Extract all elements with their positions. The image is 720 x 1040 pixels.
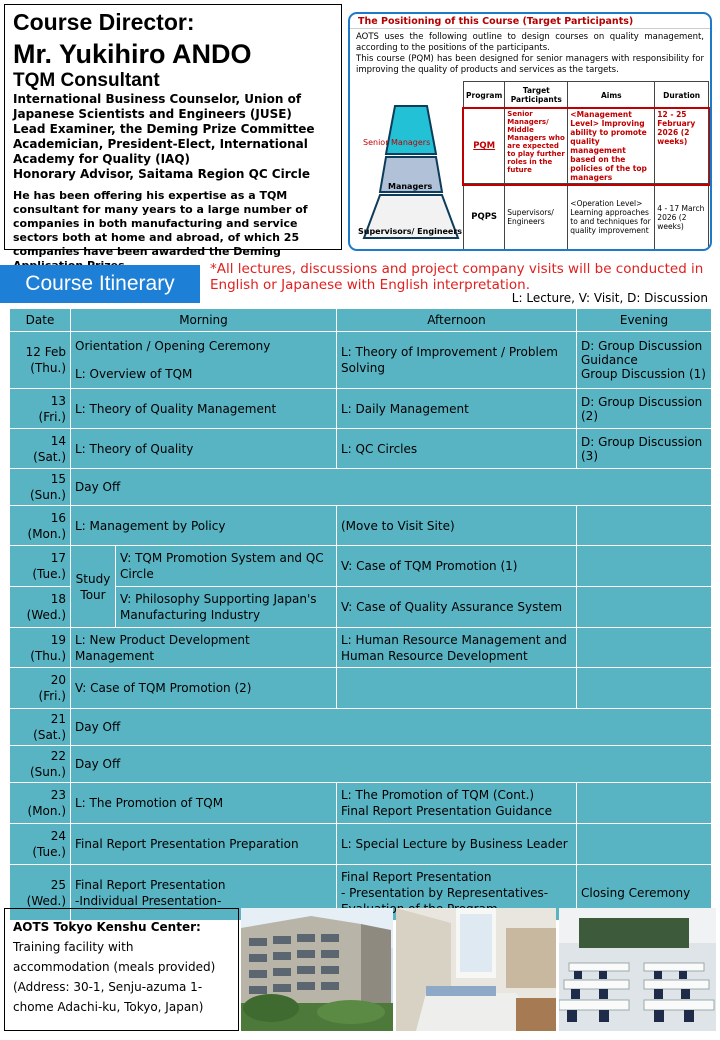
pqm-duration: 12 - 25 February 2026 (2 weeks) [655, 109, 709, 184]
pqm-program[interactable]: PQM [464, 109, 505, 184]
day-afternoon: Final Report Presentation - Presentation by Representatives- [337, 865, 577, 921]
center-title: AOTS Tokyo Kenshu Center: [13, 920, 201, 934]
credential-4: Honorary Advisor, Saitama Region QC Circle [13, 167, 310, 181]
pqps-aims: <Operation Level> Learning approaches to and techniques for quality improvement [568, 184, 655, 251]
pqm-row [464, 109, 709, 184]
col-date: Date [10, 309, 71, 332]
pyramid-managers: Managers [388, 182, 433, 191]
day-morning: L: Theory of Quality [71, 429, 337, 469]
header-aims: Aims [568, 82, 655, 109]
col-afternoon: Afternoon [337, 309, 577, 332]
table-row [10, 332, 712, 389]
day-morning: V: Philosophy Supporting Japan's Manufacturing Industry [116, 587, 337, 628]
col-evening: Evening [577, 309, 712, 332]
course-director-box [4, 4, 342, 258]
header-duration: Duration [655, 82, 709, 109]
table-row [10, 429, 712, 469]
day-date: 19 (Thu.) [10, 628, 71, 668]
itinerary-table [9, 308, 712, 921]
itinerary-note: *All lectures, discussions and project company visits will be conducted in English or Japanese with English interpretation. [210, 261, 704, 293]
center-address: (Address: 30-1, Senju-azuma 1-chome Adachi-ku, Tokyo, Japan) [13, 980, 204, 1014]
day-afternoon: L: QC Circles [337, 429, 577, 469]
pqps-program: PQPS [464, 184, 505, 251]
day-afternoon: V: Case of TQM Promotion (1) [337, 546, 577, 587]
training-center-box [4, 908, 239, 1031]
day-evening [577, 546, 712, 587]
center-facility: Training facility with accommodation (meals provided) [13, 940, 216, 974]
day-afternoon [337, 668, 577, 709]
building-photo [241, 908, 393, 1031]
day-evening [577, 506, 712, 546]
header-program: Program [464, 82, 505, 109]
positioning-title: The Positioning of this Course (Target Participants) [350, 14, 710, 29]
pqps-target: Supervisors/ Engineers [505, 184, 568, 251]
day-date: 20 (Fri.) [10, 668, 71, 709]
positioning-table [463, 81, 709, 251]
day-morning: L: Theory of Quality Management [71, 389, 337, 429]
table-row [10, 587, 712, 628]
day-afternoon: L: The Promotion of TQM (Cont.) Final Report Presentation Guidance [337, 783, 577, 824]
pqm-target: Senior Managers/ Middle Managers who are expected to play further roles in the future [505, 109, 568, 184]
credential-2: Lead Examiner, the Deming Prize Committee [13, 122, 315, 136]
pyramid-supervisors: Supervisors/ Engineers [358, 227, 463, 236]
day-morning: V: Case of TQM Promotion (2) [71, 668, 337, 709]
day-date: 17 (Tue.) [10, 546, 71, 587]
day-afternoon: L: Theory of Improvement / Problem Solving [337, 332, 577, 389]
header-target: Target Participants [505, 82, 568, 109]
day-evening [577, 783, 712, 824]
day-evening: D: Group Discussion (2) [577, 389, 712, 429]
day-date: 22 (Sun.) [10, 746, 71, 783]
day-afternoon: V: Case of Quality Assurance System [337, 587, 577, 628]
pqps-row [464, 184, 709, 251]
day-evening: D: Group Discussion Guidance Group Discussion (1) [577, 332, 712, 389]
day-date: 15 (Sun.) [10, 469, 71, 506]
day-evening [577, 628, 712, 668]
itinerary-title: Course Itinerary [0, 265, 200, 303]
pyramid-graphic [356, 102, 466, 242]
day-morning: Orientation / Opening Ceremony L: Overview of TQM [71, 332, 337, 389]
study-tour-label: Study Tour [71, 546, 116, 628]
day-evening: D: Group Discussion (3) [577, 429, 712, 469]
day-evening: Closing Ceremony [577, 865, 712, 921]
day-off: Day Off [71, 746, 712, 783]
pqps-duration: 4 - 17 March 2026 (2 weeks) [655, 184, 709, 251]
day-morning: L: New Product Development Management [71, 628, 337, 668]
day-off: Day Off [71, 709, 712, 746]
day-morning: L: Management by Policy [71, 506, 337, 546]
itinerary-legend: L: Lecture, V: Visit, D: Discussion [511, 291, 708, 305]
day-afternoon: (Move to Visit Site) [337, 506, 577, 546]
day-afternoon: L: Daily Management [337, 389, 577, 429]
day-date: 24 (Tue.) [10, 824, 71, 865]
director-name: Mr. Yukihiro ANDO [13, 39, 252, 69]
day-date: 14 (Sat.) [10, 429, 71, 469]
course-positioning-box [348, 12, 712, 251]
table-row [10, 746, 712, 783]
positioning-intro-2: This course (PQM) has been designed for senior managers with responsibility for improving the quality of products and services as the targets. [356, 54, 704, 75]
day-date: 16 (Mon.) [10, 506, 71, 546]
day-date: 13 (Fri.) [10, 389, 71, 429]
director-heading: Course Director: [13, 9, 195, 35]
pqm-aims: <Management Level> Improving ability to promote quality management based on the policies of the top managers [568, 109, 655, 184]
pyramid-senior-managers: Senior Managers [363, 138, 431, 147]
table-row [10, 506, 712, 546]
credential-1: International Business Counselor, Union of Japanese Scientists and Engineers (JUSE) [13, 92, 302, 121]
director-role: TQM Consultant [13, 70, 160, 91]
table-row [10, 668, 712, 709]
table-row [10, 469, 712, 506]
table-row [10, 546, 712, 587]
day-date: 18 (Wed.) [10, 587, 71, 628]
day-afternoon: L: Human Resource Management and Human Resource Development [337, 628, 577, 668]
table-row [10, 824, 712, 865]
classroom-photo [559, 908, 716, 1031]
day-morning: V: TQM Promotion System and QC Circle [116, 546, 337, 587]
day-date: 12 Feb (Thu.) [10, 332, 71, 389]
day-date: 23 (Mon.) [10, 783, 71, 824]
credential-3: Academician, President-Elect, International Academy for Quality (IAQ) [13, 137, 308, 166]
table-row [10, 783, 712, 824]
day-morning: Final Report Presentation Preparation [71, 824, 337, 865]
day-evening [577, 668, 712, 709]
day-off: Day Off [71, 469, 712, 506]
col-morning: Morning [71, 309, 337, 332]
table-row [10, 628, 712, 668]
day-evening [577, 587, 712, 628]
day-afternoon: L: Special Lecture by Business Leader [337, 824, 577, 865]
guestroom-photo [396, 908, 556, 1031]
day-date: 21 (Sat.) [10, 709, 71, 746]
table-row [10, 389, 712, 429]
participant-pyramid [356, 102, 466, 242]
director-description: He has been offering his expertise as a TQM consultant for many years to a large number of companies in both manufacturing and service sectors both at home and abroad, of which 25 companies have been awarded the Deming [13, 189, 308, 258]
day-morning: Final Report Presentation -Individual Presentation- [71, 865, 337, 921]
positioning-intro-1: AOTS uses the following outline to design courses on quality management, according to the positions of the participants. [356, 32, 704, 53]
table-row [10, 709, 712, 746]
day-evening [577, 824, 712, 865]
day-date: 25 (Wed.) [10, 865, 71, 921]
day-morning: L: The Promotion of TQM [71, 783, 337, 824]
